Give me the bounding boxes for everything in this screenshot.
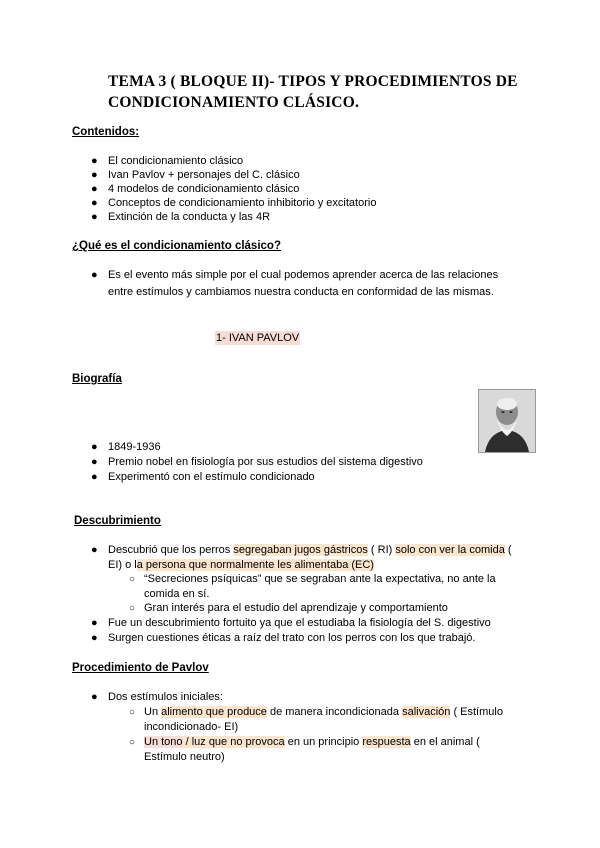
list-item-continuation: entre estímulos y cambiamos nuestra conducta en conformidad de las mismas. [108,286,494,298]
list-item: ● Es el evento más simple por el cual podemos aprender acerca de las relaciones [91,269,499,281]
list-item: ● Descubrió que los perros segregaban jugos gástricos ( RI) solo con ver la comida ( [91,544,512,556]
highlight: Un tono [144,736,183,748]
list-item: ● Fue un descubrimiento fortuito ya que el estudiaba la fisiología del S. digestivo [91,617,491,629]
circle-bullet-icon: ○ [129,574,136,585]
list-item: ● Conceptos de condicionamiento inhibitorio y excitatorio [91,197,377,209]
list-item: ● 4 modelos de condicionamiento clásico [91,183,300,195]
highlight: solo con ver la comida [395,544,505,556]
list-item: ● Surgen cuestiones éticas a raíz del trato con los perros con los que trabajó. [91,632,476,644]
title-line-1: TEMA 3 ( BLOQUE II)- TIPOS Y PROCEDIMIENTOS DE [108,73,518,90]
portrait-image-icon [479,390,535,452]
pavlov-portrait-photo [478,389,536,453]
title-line-2: CONDICIONAMIENTO CLÁSICO. [108,94,360,111]
sub-list-item: ○ Un alimento que produce de manera incondicionada salivación ( Estímulo [129,706,503,718]
sub-list-item-continuation: Estímulo neutro) [144,751,225,763]
circle-bullet-icon: ○ [129,737,136,748]
document-title [108,71,528,113]
bullet-icon: ● [91,169,98,181]
procedimiento-heading: Procedimiento de Pavlov [72,662,209,674]
sub-list-item-continuation: incondicionado- EI) [144,721,239,733]
list-item: ● 1849-1936 [91,441,161,453]
sub-list-item: ○ “Secreciones psíquicas” que se segraban ante la expectativa, no ante la [129,573,496,585]
bullet-icon: ● [91,269,98,281]
circle-bullet-icon: ○ [129,603,136,614]
list-item: ● El condicionamiento clásico [91,155,244,167]
bullet-icon: ● [91,632,98,644]
biografia-heading: Biografía [72,373,122,385]
bullet-icon: ● [91,617,98,629]
bullet-icon: ● [91,456,98,468]
highlight: a persona que normalmente les alimentaba (EC) [136,559,374,571]
contenidos-heading: Contenidos: [72,126,140,138]
list-item: ● Experimentó con el estímulo condicionado [91,471,315,483]
highlight: alimento que produce [161,706,267,718]
sub-list-item-continuation: comida en sí. [144,588,210,600]
sub-list-item: ○ Un tono / luz que no provoca en un principio respuesta en el animal ( [129,736,480,748]
sub-list-item: ○ Gran interés para el estudio del aprendizaje y comportamiento [129,602,448,614]
bullet-icon: ● [91,544,98,556]
list-item: ● Dos estímulos iniciales: [91,691,223,703]
descubrimiento-heading: Descubrimiento [74,515,161,527]
highlight: segregaban jugos gástricos [233,544,368,556]
list-item: ● Premio nobel en fisiología por sus estudios del sistema digestivo [91,456,423,468]
bullet-icon: ● [91,197,98,209]
list-item-continuation: EI) o la persona que normalmente les alimentaba (EC) [108,559,374,571]
bullet-icon: ● [91,211,98,223]
bullet-icon: ● [91,183,98,195]
highlight: salivación [402,706,451,718]
bullet-icon: ● [91,691,98,703]
circle-bullet-icon: ○ [129,707,136,718]
list-item: ● Ivan Pavlov + personajes del C. clásico [91,169,300,181]
highlight: / luz que no provoca [182,736,285,748]
highlight: respuesta [362,736,411,748]
list-item: ● Extinción de la conducta y las 4R [91,211,271,223]
section-title-ivan-pavlov: 1- IVAN PAVLOV [216,332,300,344]
que-es-heading: ¿Qué es el condicionamiento clásico? [72,240,281,252]
bullet-icon: ● [91,155,98,167]
bullet-icon: ● [91,471,98,483]
bullet-icon: ● [91,441,98,453]
